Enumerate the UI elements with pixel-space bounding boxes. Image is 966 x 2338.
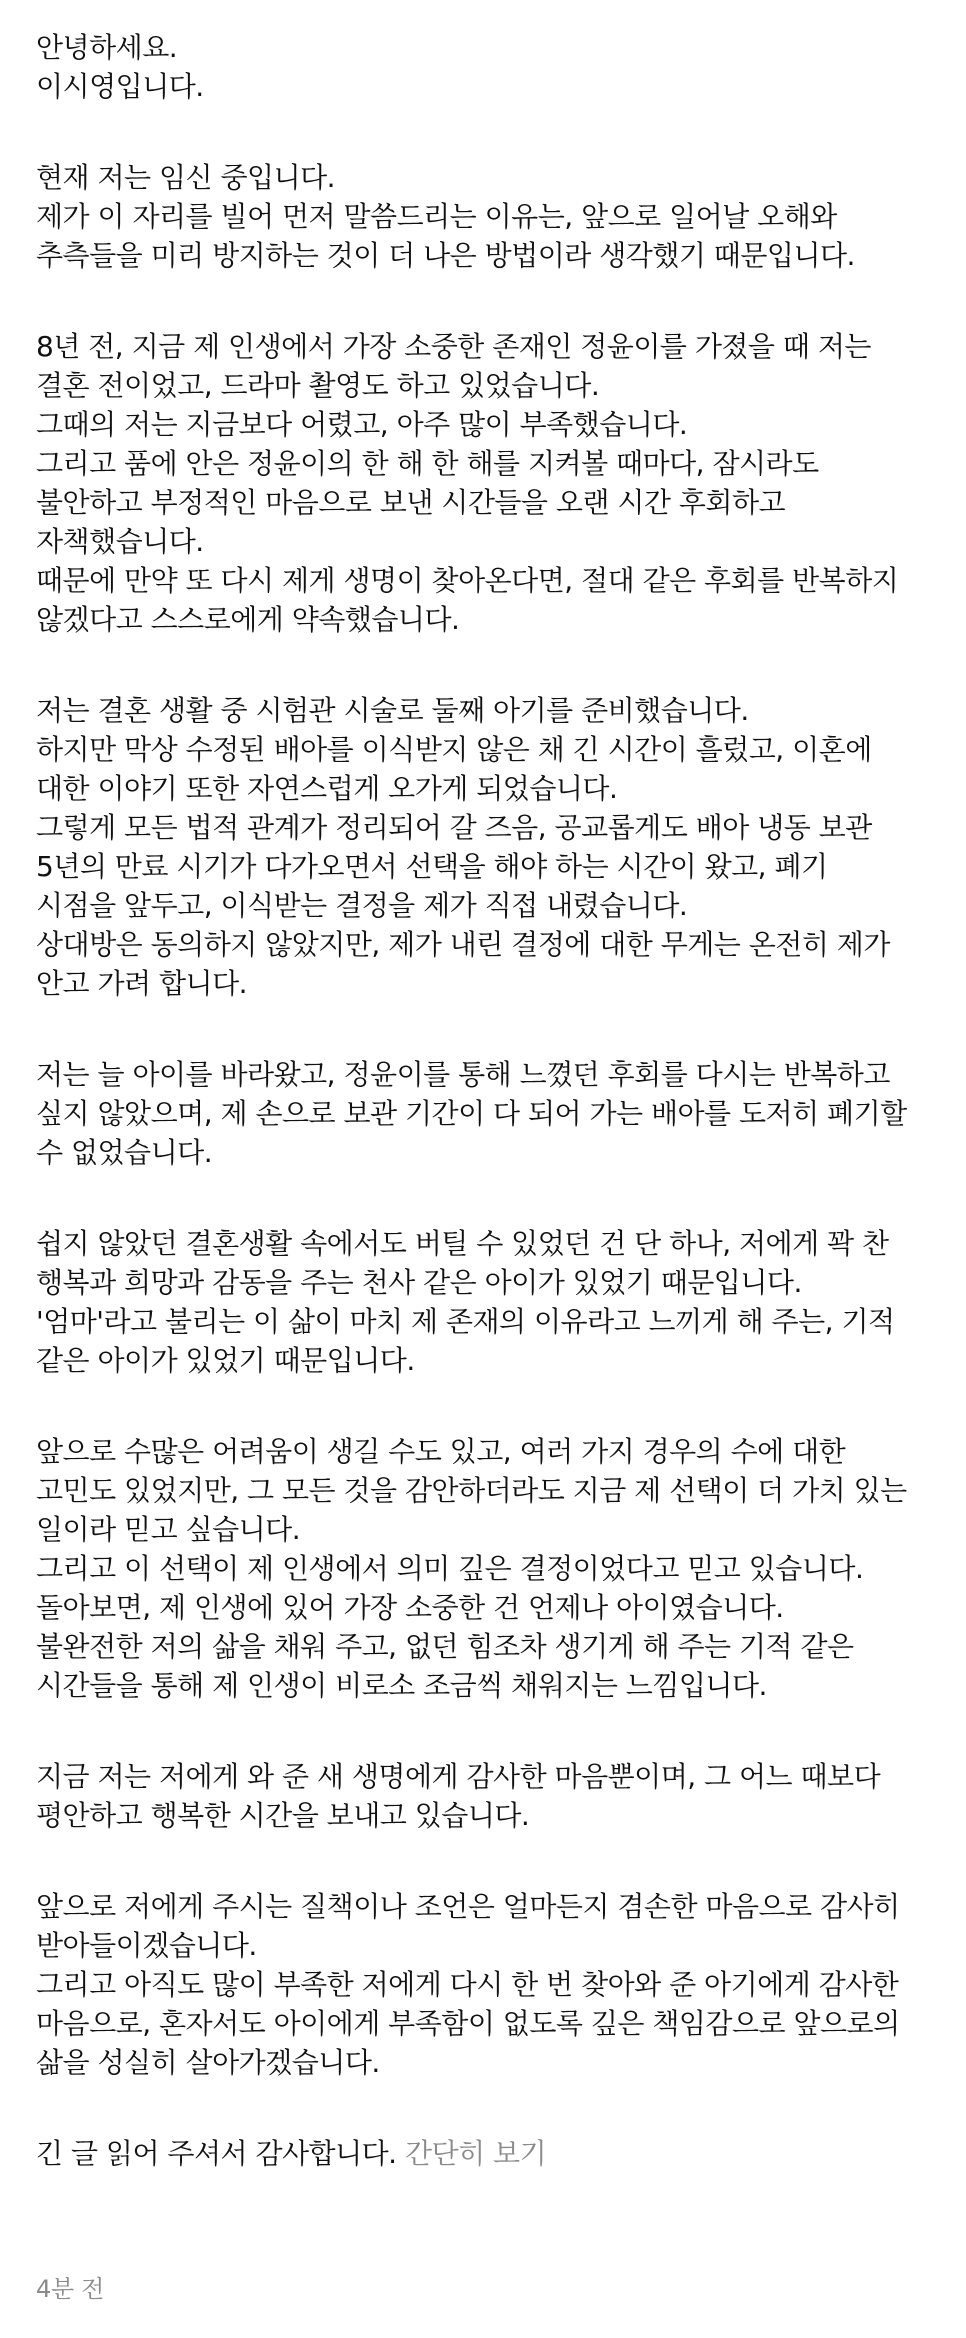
paragraph-7: [36, 1432, 941, 1705]
text-line: 시간들을 통해 제 인생이 비로소 조금씩 채워지는 느낌입니다.: [36, 1669, 767, 1702]
text-line: 5년의 만료 시기가 다가오면서 선택을 해야 하는 시간이 왔고, 폐기: [36, 850, 828, 883]
text-line: 불안하고 부정적인 마음으로 보낸 시간들을 오랜 시간 후회하고: [36, 486, 786, 519]
text-line: 평안하고 행복한 시간을 보내고 있습니다.: [36, 1799, 530, 1832]
paragraph-2: [36, 158, 941, 275]
text-line: 현재 저는 임신 중입니다.: [36, 161, 336, 194]
text-line: 결혼 전이었고, 드라마 촬영도 하고 있었습니다.: [36, 369, 600, 402]
closing-line: [36, 2134, 941, 2173]
text-line: 삶을 성실히 살아가겠습니다.: [36, 2046, 380, 2079]
text-line: 받아들이겠습니다.: [36, 1929, 257, 1962]
text-line: 같은 아이가 있었기 때문입니다.: [36, 1344, 415, 1377]
text-line: 8년 전, 지금 제 인생에서 가장 소중한 존재인 정윤이를 가졌을 때 저는: [36, 330, 871, 363]
text-line: 고민도 있었지만, 그 모든 것을 감안하더라도 지금 제 선택이 더 가치 있는: [36, 1474, 907, 1507]
text-line: 쉽지 않았던 결혼생활 속에서도 버틸 수 있었던 건 단 하나, 저에게 꽉 찬: [36, 1227, 889, 1260]
text-line: 저는 결혼 생활 중 시험관 시술로 둘째 아기를 준비했습니다.: [36, 694, 749, 727]
text-line: 때문에 만약 또 다시 제게 생명이 찾아온다면, 절대 같은 후회를 반복하지: [36, 564, 899, 597]
text-line: 행복과 희망과 감동을 주는 천사 같은 아이가 있었기 때문입니다.: [36, 1266, 802, 1299]
text-line: 시점을 앞두고, 이식받는 결정을 제가 직접 내렸습니다.: [36, 889, 688, 922]
text-line: 그리고 아직도 많이 부족한 저에게 다시 한 번 찾아와 준 아기에게 감사한: [36, 1968, 899, 2001]
text-line: 앞으로 수많은 어려움이 생길 수도 있고, 여러 가지 경우의 수에 대한: [36, 1435, 846, 1468]
text-line: 추측들을 미리 방지하는 것이 더 나은 방법이라 생각했기 때문입니다.: [36, 239, 855, 272]
closing-text: 긴 글 읽어 주셔서 감사합니다.: [36, 2137, 397, 2170]
paragraph-4: [36, 691, 941, 1003]
text-line: 마음으로, 혼자서도 아이에게 부족함이 없도록 깊은 책임감으로 앞으로의: [36, 2007, 900, 2040]
paragraph-8: [36, 1757, 941, 1835]
paragraph-1: [36, 28, 941, 106]
text-line: 않겠다고 스스로에게 약속했습니다.: [36, 603, 460, 636]
text-line: 앞으로 저에게 주시는 질책이나 조언은 얼마든지 겸손한 마음으로 감사히: [36, 1890, 900, 1923]
text-line: 돌아보면, 제 인생에 있어 가장 소중한 건 언제나 아이였습니다.: [36, 1591, 784, 1624]
text-line: 그리고 이 선택이 제 인생에서 의미 깊은 결정이었다고 믿고 있습니다.: [36, 1552, 864, 1585]
text-line: 그때의 저는 지금보다 어렸고, 아주 많이 부족했습니다.: [36, 408, 688, 441]
text-line: 저는 늘 아이를 바라왔고, 정윤이를 통해 느꼈던 후회를 다시는 반복하고: [36, 1058, 890, 1091]
text-line: 불완전한 저의 삶을 채워 주고, 없던 힘조차 생기게 해 주는 기적 같은: [36, 1630, 854, 1663]
post-body: [36, 28, 941, 2173]
text-line: 안녕하세요.: [36, 31, 178, 64]
text-line: '엄마'라고 불리는 이 삶이 마치 제 존재의 이유라고 느끼게 해 주는, 기적: [36, 1305, 895, 1338]
text-line: 하지만 막상 수정된 배아를 이식받지 않은 채 긴 시간이 흘렀고, 이혼에: [36, 733, 872, 766]
collapse-link[interactable]: 간단히 보기: [405, 2137, 547, 2170]
post-timestamp: 4분 전: [36, 2275, 105, 2303]
text-line: 싶지 않았으며, 제 손으로 보관 기간이 다 되어 가는 배아를 도저히 폐기할: [36, 1097, 907, 1130]
text-line: 그리고 품에 안은 정윤이의 한 해 한 해를 지켜볼 때마다, 잠시라도: [36, 447, 819, 480]
text-line: 상대방은 동의하지 않았지만, 제가 내린 결정에 대한 무게는 온전히 제가: [36, 928, 890, 961]
text-line: 자책했습니다.: [36, 525, 204, 558]
text-line: 일이라 믿고 싶습니다.: [36, 1513, 301, 1546]
text-line: 그렇게 모든 법적 관계가 정리되어 갈 즈음, 공교롭게도 배아 냉동 보관: [36, 811, 872, 844]
paragraph-3: [36, 327, 941, 639]
text-line: 이시영입니다.: [36, 70, 204, 103]
text-line: 대한 이야기 또한 자연스럽게 오가게 되었습니다.: [36, 772, 618, 805]
paragraph-5: [36, 1055, 941, 1172]
paragraph-6: [36, 1224, 941, 1380]
text-line: 지금 저는 저에게 와 준 새 생명에게 감사한 마음뿐이며, 그 어느 때보다: [36, 1760, 881, 1793]
text-line: 안고 가려 합니다.: [36, 967, 248, 1000]
text-line: 제가 이 자리를 빌어 먼저 말씀드리는 이유는, 앞으로 일어날 오해와: [36, 200, 837, 233]
paragraph-9: [36, 1887, 941, 2082]
text-line: 수 없었습니다.: [36, 1136, 213, 1169]
